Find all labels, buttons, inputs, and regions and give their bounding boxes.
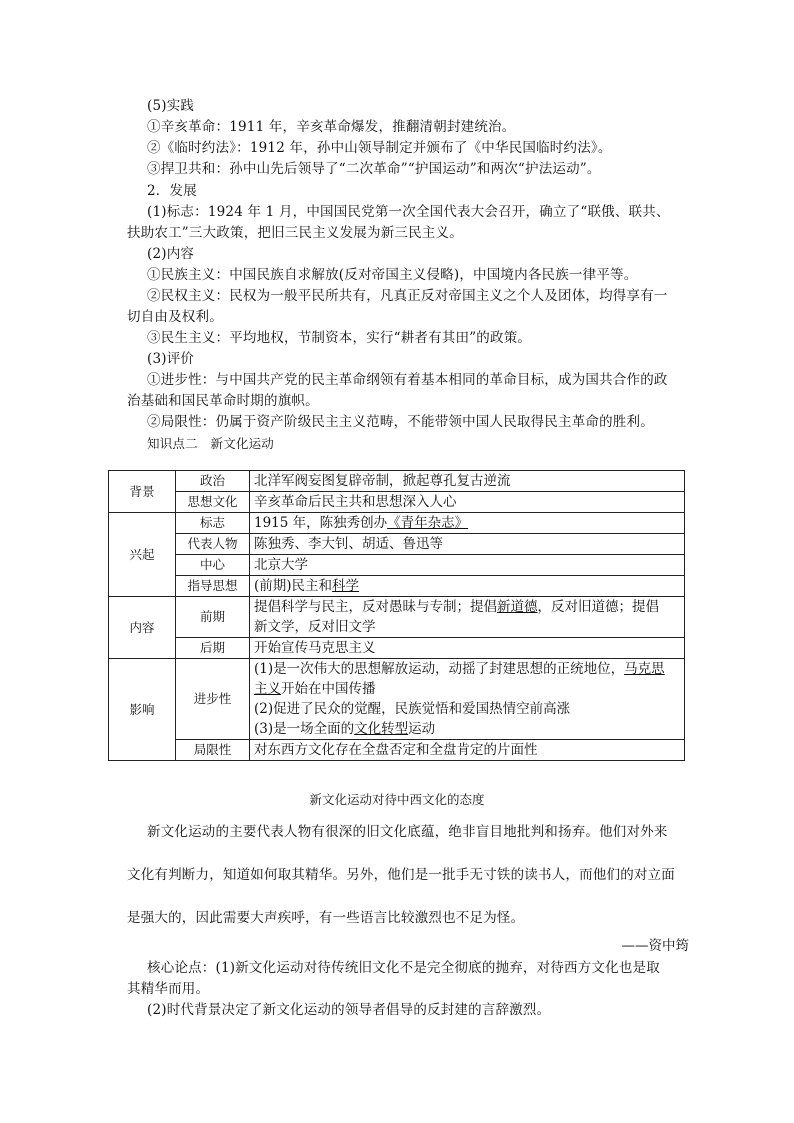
sign-line-1: (1)标志：1924 年 1 月，中国国民党第一次全国代表大会召开，确立了“联俄、联共、: [147, 204, 670, 220]
core-line-3: (2)时代背景决定了新文化运动的领导者倡导的反封建的言辞激烈。: [147, 1002, 551, 1018]
politics-value: 北洋军阀妄图复辟帝制，掀起尊孔复古逆流: [250, 471, 685, 492]
practice-item-1: ①辛亥革命：1911 年，辛亥革命爆发，推翻清朝封建统治。: [147, 119, 516, 135]
knowledge-point-title: 知识点二 新文化运动: [147, 436, 275, 451]
early-value-text-b: ，反对旧道德；提倡: [537, 599, 659, 615]
sign-value-text: 1915 年，陈独秀创办: [254, 515, 388, 531]
subcategory-politics: 政治: [176, 471, 250, 492]
practice-heading: (5)实践: [147, 98, 195, 114]
table-row: [109, 659, 685, 740]
democracy-line-1: ②民权主义：民权为一般平民所共有，凡真正反对帝国主义之个人及团体，均得享有一: [147, 288, 668, 304]
reading-title: 新文化运动对待中西文化的态度: [309, 792, 485, 807]
category-background: 背景: [109, 471, 176, 513]
subcategory-thought: 思想文化: [176, 492, 250, 513]
subcategory-center: 中心: [176, 555, 250, 576]
guide-value: [250, 576, 685, 597]
progress-text-1a: (1)是一次伟大的思想解放运动，动摇了封建思想的正统地位，: [254, 661, 625, 677]
reading-line-2: 文化有判断力，知道如何取其精华。另外，他们是一批手无寸铁的读书人，而他们的对立面: [127, 867, 675, 883]
thought-value: 辛亥革命后民主共和思想深入人心: [250, 492, 685, 513]
table-row: [109, 638, 685, 659]
subcategory-late: 后期: [176, 638, 250, 659]
new-culture-movement-table: [108, 470, 685, 761]
democracy-line-2: 切自由及权利。: [127, 309, 223, 325]
reading-line-1: 新文化运动的主要代表人物有很深的旧文化底蕴，绝非盲目地批判和扬弃。他们对外来: [147, 824, 668, 840]
limitation-value: 对东西方文化存在全盘否定和全盘肯定的片面性: [250, 740, 685, 761]
early-value-underlined: 新道德: [497, 599, 538, 615]
progress-text-3a: (3)是一场全面的: [254, 721, 355, 737]
core-line-2: 其精华而用。: [127, 981, 210, 997]
core-line-1: 核心论点：(1)新文化运动对待传统旧文化不是完全彻底的抛弃，对待西方文化也是取: [147, 960, 660, 976]
category-content: 内容: [109, 597, 176, 659]
table-row: [109, 597, 685, 638]
progress-value: [250, 659, 685, 740]
livelihood-line: ③民生主义：平均地权，节制资本，实行“耕者有其田”的政策。: [147, 330, 532, 346]
early-value: [250, 597, 685, 638]
guide-value-text: (前期)民主和: [254, 578, 333, 594]
subcategory-figures: 代表人物: [176, 534, 250, 555]
subcategory-progress: 进步性: [176, 659, 250, 740]
evaluation-heading: (3)评价: [147, 351, 195, 367]
progress-text-2: (2)促进了民众的觉醒，民族觉悟和爱国热情空前高涨: [254, 701, 571, 717]
center-value: 北京大学: [250, 555, 685, 576]
subcategory-guide: 指导思想: [176, 576, 250, 597]
progress-text-1b: 开始在中国传播: [281, 681, 376, 697]
table-row: [109, 576, 685, 597]
guide-value-underlined: 科学: [332, 578, 360, 594]
table-row: [109, 513, 685, 534]
table-row: [109, 492, 685, 513]
progress-underlined-3: 文化转型: [354, 721, 409, 737]
table-row: [109, 471, 685, 492]
progress-line-2: 治基础和国民革命时期的旗帜。: [127, 393, 319, 409]
sign-value: [250, 513, 685, 534]
development-heading: 2．发展: [147, 183, 197, 199]
limitation-line: ②局限性：仍属于资产阶级民主主义范畴，不能带领中国人民取得民主革命的胜利。: [147, 414, 654, 430]
progress-line-1: ①进步性：与中国共产党的民主革命纲领有着基本相同的革命目标，成为国共合作的政: [147, 372, 668, 388]
practice-item-2: ②《临时约法》：1912 年，孙中山领导制定并颁布了《中华民国临时约法》。: [147, 140, 612, 156]
subcategory-sign: 标志: [176, 513, 250, 534]
table-row: [109, 534, 685, 555]
progress-underlined-2: 主义: [254, 681, 281, 697]
figures-value: 陈独秀、李大钊、胡适、鲁迅等: [250, 534, 685, 555]
subcategory-early: 前期: [176, 597, 250, 638]
category-rise: 兴起: [109, 513, 176, 597]
nationalism-line: ①民族主义：中国民族自求解放(反对帝国主义侵略)，中国境内各民族一律平等。: [147, 267, 638, 283]
reading-source: ——资中筠: [621, 938, 689, 954]
early-value-text-c: 新文学，反对旧文学: [254, 619, 376, 635]
content-heading: (2)内容: [147, 246, 195, 262]
sign-line-2: 扶助农工”三大政策，把旧三民主义发展为新三民主义。: [127, 225, 463, 241]
early-value-text-a: 提倡科学与民主，反对愚昧与专制；提倡: [254, 599, 497, 615]
reading-line-3: 是强大的，因此需要大声疾呼，有一些语言比较激烈也不足为怪。: [127, 910, 525, 926]
subcategory-limitation: 局限性: [176, 740, 250, 761]
sign-value-underlined: 《青年杂志》: [387, 515, 469, 531]
practice-item-3: ③捍卫共和：孙中山先后领导了“二次革命”“护国运动”和两次“护法运动”。: [147, 161, 601, 177]
table-row: [109, 740, 685, 761]
late-value: 开始宣传马克思主义: [250, 638, 685, 659]
category-impact: 影响: [109, 659, 176, 761]
progress-underlined-1: 马克思: [624, 661, 665, 677]
table-row: [109, 555, 685, 576]
progress-text-3b: 运动: [408, 721, 436, 737]
